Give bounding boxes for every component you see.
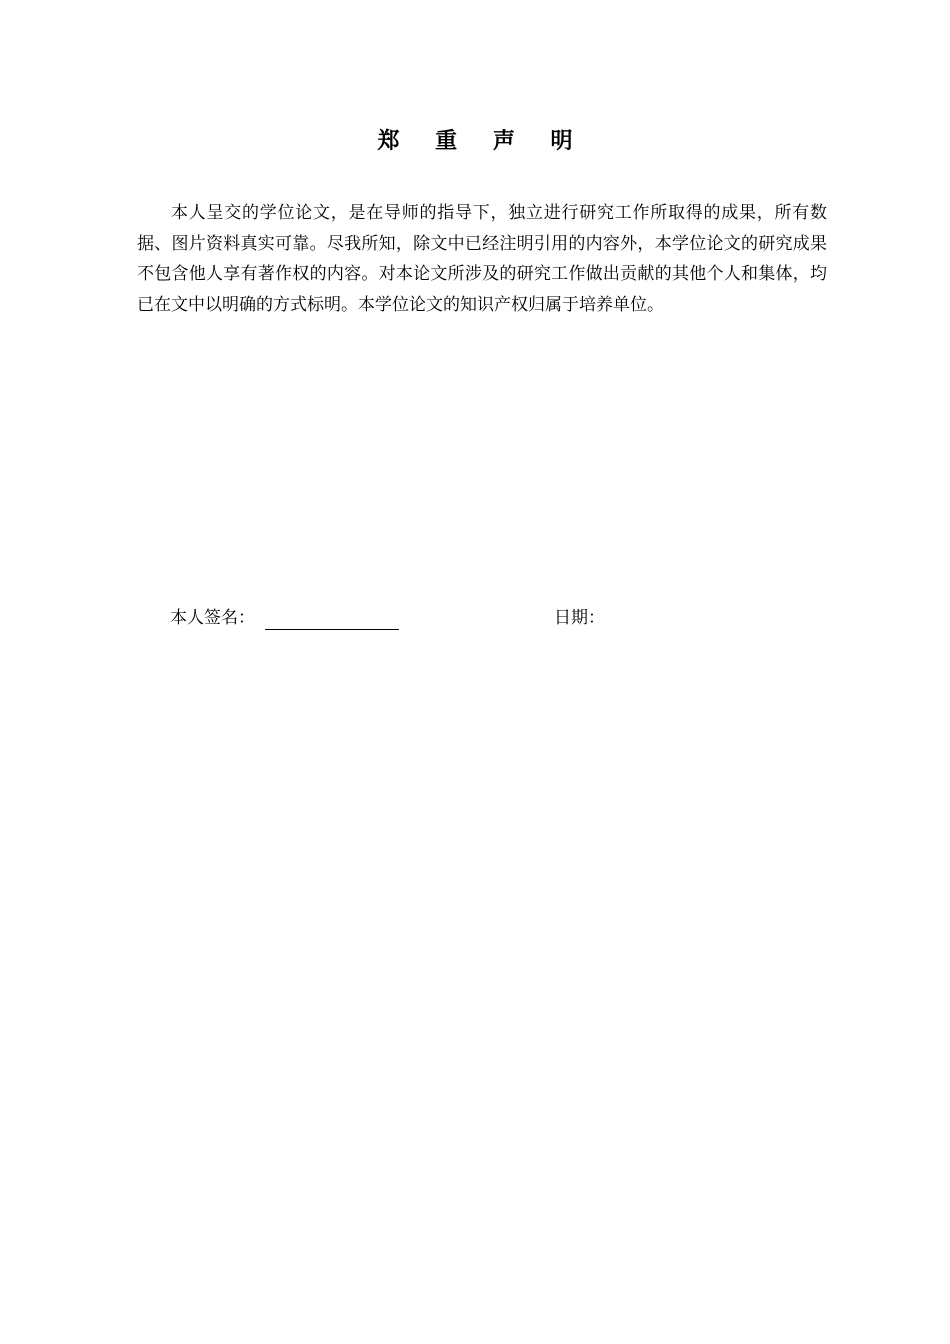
date-label: 日期：	[554, 608, 605, 628]
signature-label: 本人签名：	[170, 608, 255, 628]
declaration-paragraph: 本人呈交的学位论文，是在导师的指导下，独立进行研究工作所取得的成果，所有数据、图片资料真实可靠。尽我所知，除文中已经注明引用的内容外，本学位论文的研究成果不包含他人享有著作权的内容。对本论文所涉及的研究工作做出贡献的其他个人和集体，均已在文中以明确的方式标明。本学位论文的知识产权归属于培养单位。	[137, 203, 827, 315]
signature-row	[0, 605, 950, 635]
signature-line[interactable]	[265, 629, 399, 630]
page-title: 郑 重 声 明	[377, 129, 587, 154]
